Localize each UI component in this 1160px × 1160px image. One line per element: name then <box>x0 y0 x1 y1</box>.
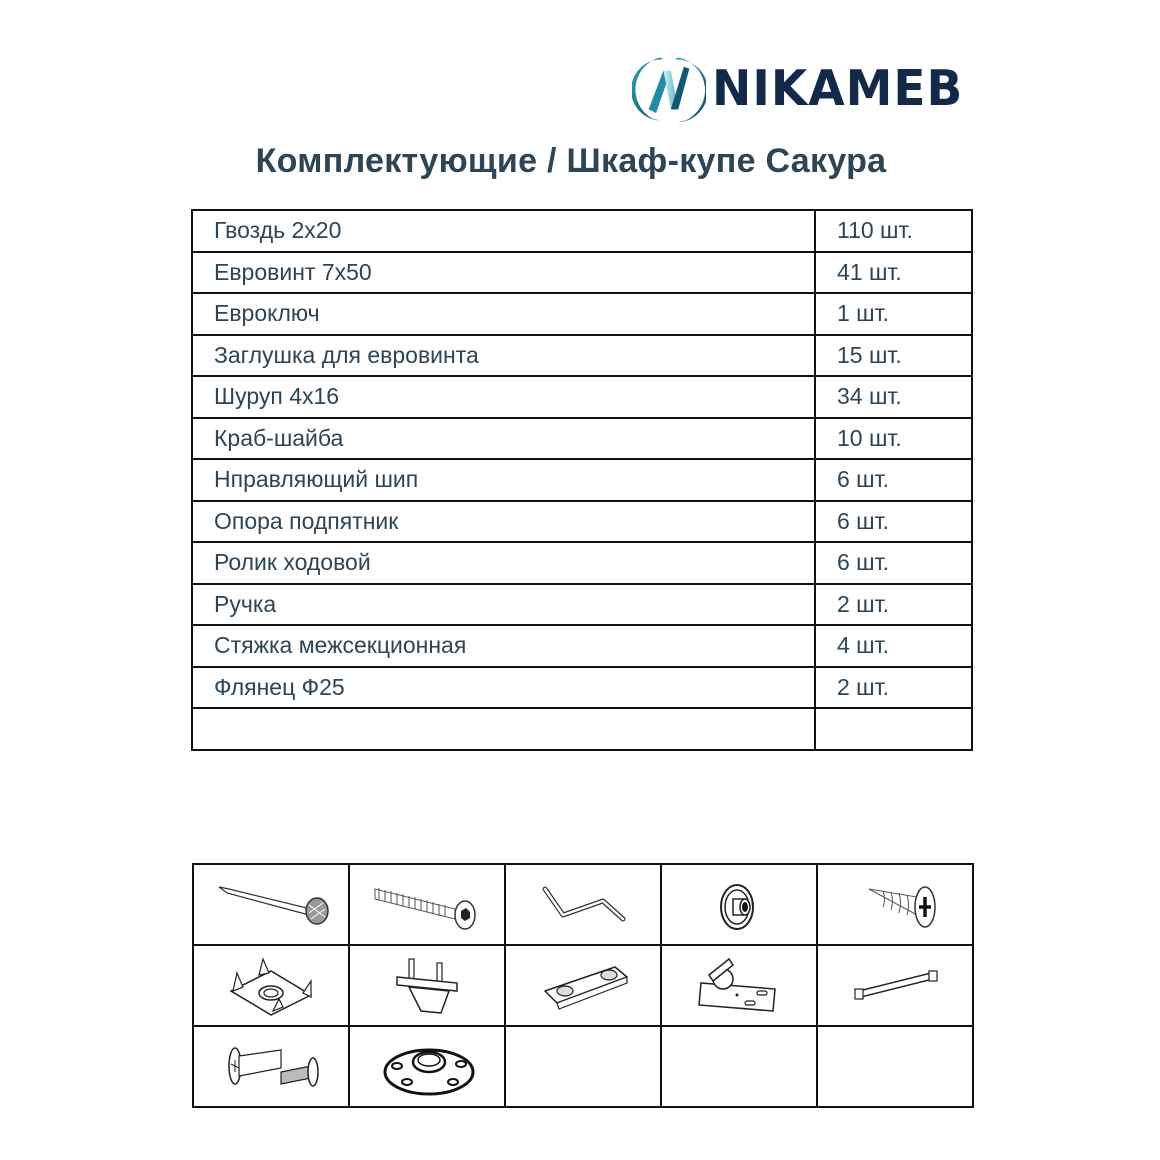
page-title: Комплектующие / Шкаф-купе Сакура <box>255 142 887 180</box>
part-qty: 15 шт. <box>815 335 972 377</box>
icon-cell <box>505 864 661 945</box>
part-name: Краб-шайба <box>192 418 815 460</box>
icon-cell <box>349 1026 505 1107</box>
part-qty <box>815 708 972 750</box>
table-row <box>192 210 972 252</box>
part-qty: 10 шт. <box>815 418 972 460</box>
part-name: Ролик ходовой <box>192 542 815 584</box>
part-name: Заглушка для евровинта <box>192 335 815 377</box>
part-qty: 4 шт. <box>815 625 972 667</box>
part-name: Шуруп 4х16 <box>192 376 815 418</box>
icon-cell <box>193 1026 349 1107</box>
table-row <box>192 418 972 460</box>
part-qty: 34 шт. <box>815 376 972 418</box>
logo-text: NIKAMEB <box>712 59 964 118</box>
table-row <box>192 501 972 543</box>
parts-icon-grid <box>192 863 974 1108</box>
part-qty: 6 шт. <box>815 501 972 543</box>
part-name: Евроключ <box>192 293 815 335</box>
icon-cell-empty <box>661 1026 817 1107</box>
icon-row <box>193 864 973 945</box>
part-qty: 6 шт. <box>815 542 972 584</box>
wood-screw-icon <box>835 875 955 935</box>
part-name <box>192 708 815 750</box>
icon-cell-empty <box>817 1026 973 1107</box>
bottom-bearing-icon <box>523 953 643 1019</box>
part-qty: 41 шт. <box>815 252 972 294</box>
part-qty: 6 шт. <box>815 459 972 501</box>
part-name: Ручка <box>192 584 815 626</box>
table-row <box>192 459 972 501</box>
table-row <box>192 376 972 418</box>
part-name: Стяжка межсекционная <box>192 625 815 667</box>
flange-icon <box>367 1034 487 1100</box>
roller-icon <box>679 953 799 1019</box>
part-name: Опора подпятник <box>192 501 815 543</box>
table-row <box>192 667 972 709</box>
part-qty: 2 шт. <box>815 667 972 709</box>
part-qty: 110 шт. <box>815 210 972 252</box>
table-row <box>192 708 972 750</box>
icon-cell <box>349 945 505 1026</box>
table-row <box>192 252 972 294</box>
parts-table <box>191 209 973 751</box>
icon-cell <box>193 945 349 1026</box>
nail-icon <box>211 875 331 935</box>
part-name: Флянец Ф25 <box>192 667 815 709</box>
icon-cell <box>505 945 661 1026</box>
table-row <box>192 584 972 626</box>
part-name: Гвоздь 2х20 <box>192 210 815 252</box>
part-qty: 2 шт. <box>815 584 972 626</box>
icon-cell <box>817 945 973 1026</box>
connector-tie-icon <box>835 953 955 1019</box>
icon-cell-empty <box>505 1026 661 1107</box>
crab-washer-icon <box>211 953 331 1019</box>
icon-cell <box>349 864 505 945</box>
table-row <box>192 625 972 667</box>
icon-cell <box>661 945 817 1026</box>
part-qty: 1 шт. <box>815 293 972 335</box>
icon-cell <box>193 864 349 945</box>
part-name: Нправляющий шип <box>192 459 815 501</box>
guide-pin-icon <box>367 953 487 1019</box>
icon-row <box>193 1026 973 1107</box>
table-row <box>192 542 972 584</box>
euro-screw-icon <box>367 875 487 935</box>
icon-row <box>193 945 973 1026</box>
icon-cell <box>661 864 817 945</box>
screw-cap-icon <box>679 875 799 935</box>
nikameb-logo-icon <box>632 52 706 126</box>
hex-key-icon <box>523 875 643 935</box>
logo <box>632 52 963 126</box>
icon-cell <box>817 864 973 945</box>
table-row <box>192 335 972 377</box>
part-name: Евровинт 7х50 <box>192 252 815 294</box>
table-row <box>192 293 972 335</box>
section-connector-icon <box>211 1034 331 1100</box>
